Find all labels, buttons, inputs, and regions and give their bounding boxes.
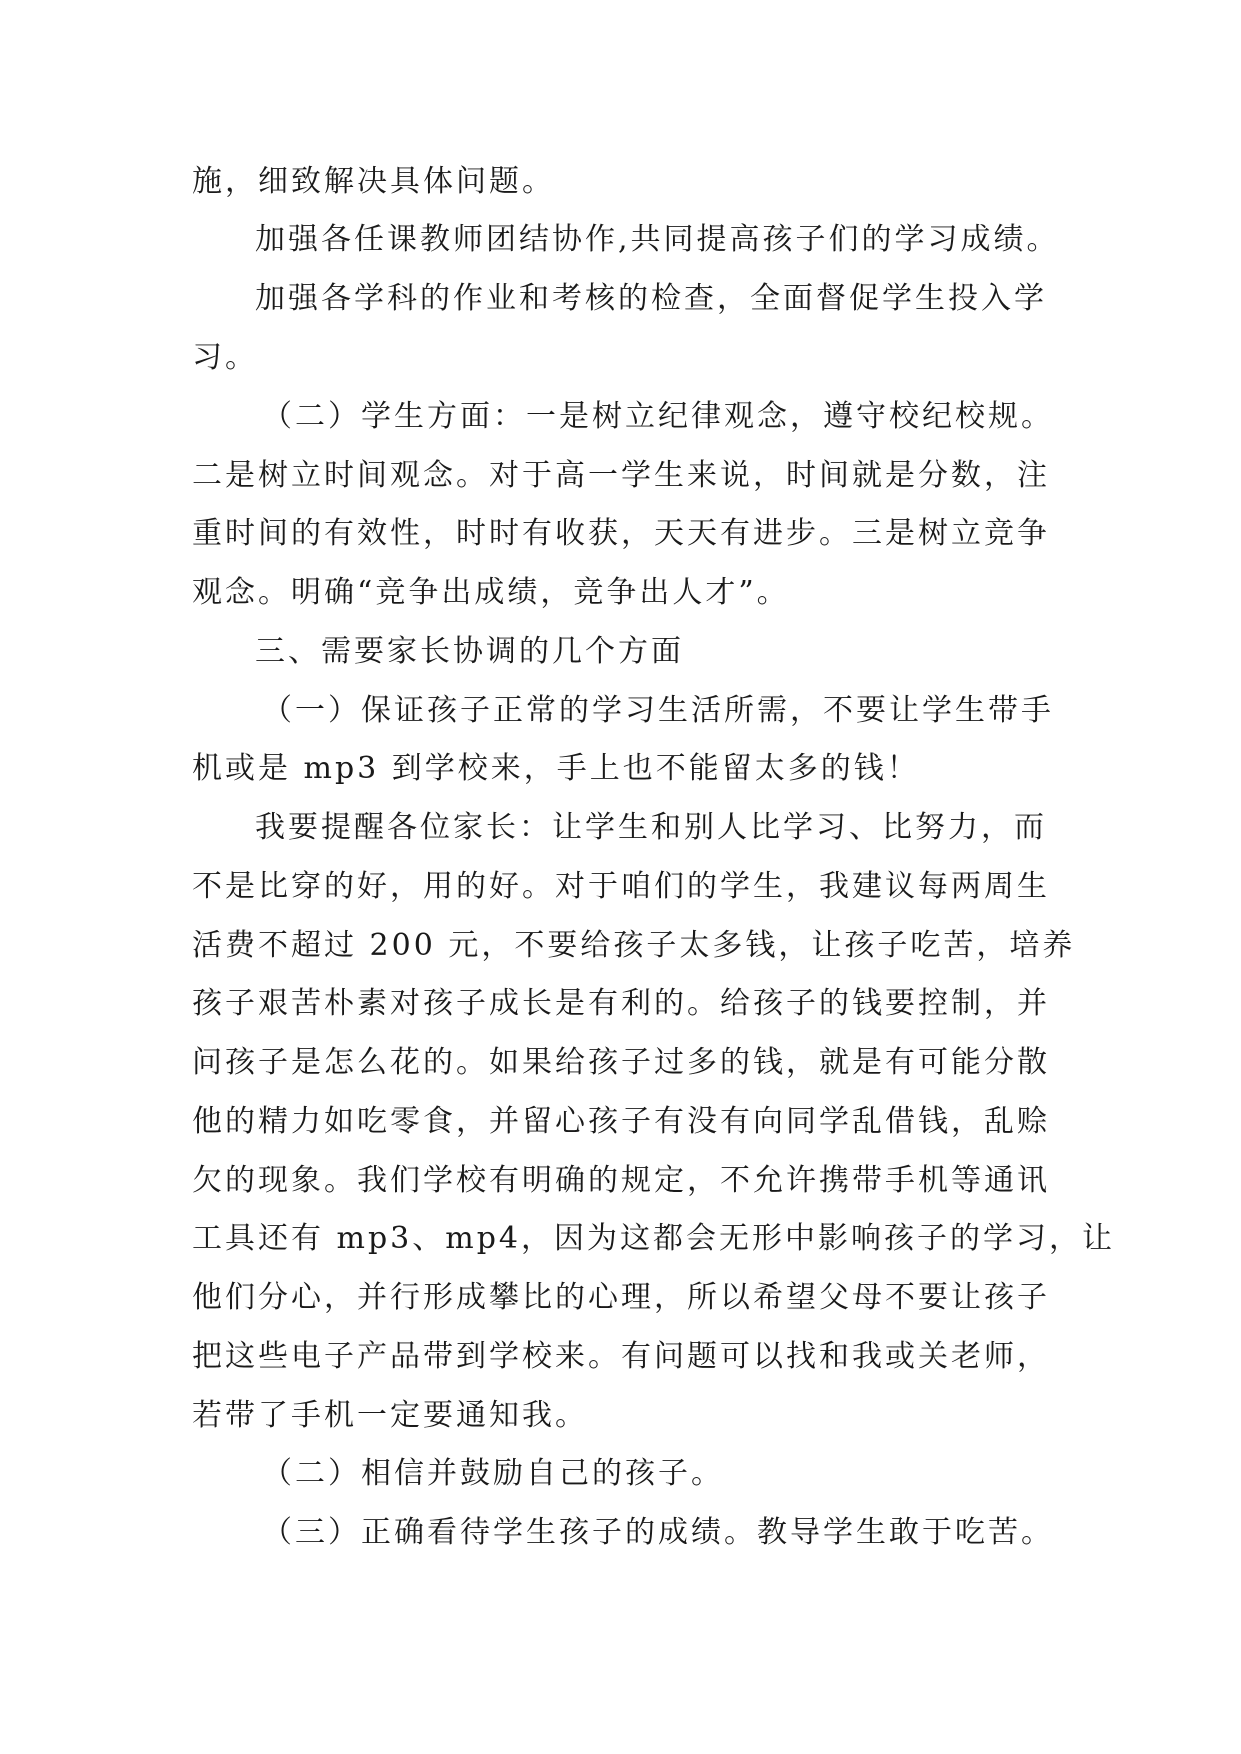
text-line: 加强各学科的作业和考核的检查，全面督促学生投入学 — [255, 281, 1047, 316]
text-line: （三）正确看待学生孩子的成绩。教导学生敢于吃苦。 — [262, 1515, 1054, 1550]
section-heading: 三、需要家长协调的几个方面 — [255, 634, 684, 669]
text-line: 孩子艰苦朴素对孩子成长是有利的。给孩子的钱要控制，并 — [192, 986, 1050, 1021]
text-line: 欠的现象。我们学校有明确的规定，不允许携带手机等通讯 — [192, 1163, 1050, 1198]
text-line: （一）保证孩子正常的学习生活所需，不要让学生带手 — [262, 693, 1054, 728]
text-line: 不是比穿的好，用的好。对于咱们的学生，我建议每两周生 — [192, 869, 1050, 904]
text-line: 他们分心，并行形成攀比的心理，所以希望父母不要让孩子 — [192, 1280, 1050, 1315]
text-line: 加强各任课教师团结协作,共同提高孩子们的学习成绩。 — [255, 222, 1060, 257]
text-line: 习。 — [192, 340, 258, 375]
text-line: 观念。明确“竞争出成绩，竞争出人才”。 — [192, 575, 790, 610]
text-line: 活费不超过 200 元，不要给孩子太多钱，让孩子吃苦，培养 — [192, 928, 1076, 963]
text-line: 施，细致解决具体问题。 — [192, 164, 555, 199]
text-line: （二）学生方面：一是树立纪律观念，遵守校纪校规。 — [262, 399, 1054, 434]
text-line: 他的精力如吃零食，并留心孩子有没有向同学乱借钱，乱赊 — [192, 1104, 1050, 1139]
text-line: （二）相信并鼓励自己的孩子。 — [262, 1456, 724, 1491]
text-line: 机或是 mp3 到学校来，手上也不能留太多的钱！ — [192, 751, 920, 786]
text-line: 问孩子是怎么花的。如果给孩子过多的钱，就是有可能分散 — [192, 1045, 1050, 1080]
text-line: 把这些电子产品带到学校来。有问题可以找和我或关老师， — [192, 1339, 1050, 1374]
text-line: 二是树立时间观念。对于高一学生来说，时间就是分数，注 — [192, 458, 1050, 493]
text-line: 重时间的有效性，时时有收获，天天有进步。三是树立竞争 — [192, 516, 1050, 551]
text-line: 我要提醒各位家长：让学生和别人比学习、比努力，而 — [255, 810, 1047, 845]
text-line: 工具还有 mp3、mp4，因为这都会无形中影响孩子的学习，让 — [192, 1221, 1116, 1256]
text-line: 若带了手机一定要通知我。 — [192, 1398, 588, 1433]
